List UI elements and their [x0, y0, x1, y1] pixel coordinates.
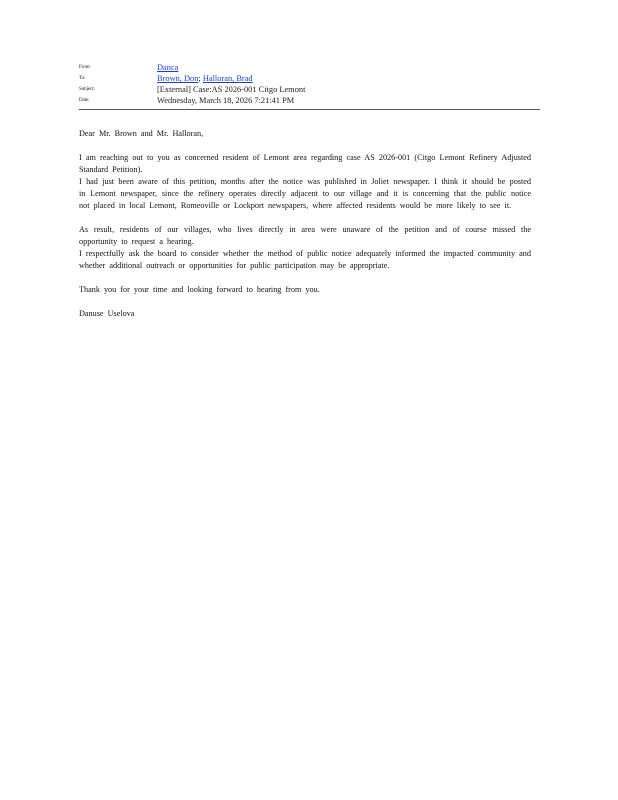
greeting: Dear Mr. Brown and Mr. Halloran, — [79, 129, 204, 138]
subject-value: [External] Case:AS 2026-001 Citgo Lemont — [157, 85, 306, 94]
spacer — [79, 296, 531, 308]
closing: Thank you for your time and looking forward to hearing from you. — [79, 285, 320, 294]
from-value — [157, 62, 178, 73]
date-value: Wednesday, March 18, 2026 7:21:41 PM — [157, 96, 295, 105]
to-label: To: — [79, 76, 86, 81]
header-divider — [79, 109, 540, 110]
sender-link[interactable]: Danca — [157, 63, 179, 72]
from-row — [79, 62, 540, 73]
email-header — [79, 62, 540, 106]
spacer — [79, 272, 531, 284]
to-value — [157, 73, 253, 84]
email-body — [79, 128, 531, 320]
paragraph-request: I respectfully ask the board to consider whether the method of public notice adequately informed the impacted community and whether additional outreach or opportunities for public participation may be appropriate. — [79, 249, 531, 270]
recipient-separator: ; — [198, 74, 201, 83]
signature: Danuse Uselova — [79, 309, 135, 318]
date-label: Date: — [79, 98, 90, 103]
spacer — [79, 140, 531, 152]
date-row — [79, 95, 540, 106]
recipient-link-brown[interactable]: Brown, Don — [157, 74, 199, 83]
subject-row — [79, 84, 540, 95]
paragraph-result: As result, residents of our villages, who lives directly in area were unaware of the petition and of course missed the opportunity to request a hearing. — [79, 225, 531, 246]
subject-label: Subject: — [79, 87, 95, 92]
spacer — [79, 212, 531, 224]
from-label: From: — [79, 65, 91, 70]
paragraph-intro: I am reaching out to you as concerned resident of Lemont area regarding case AS 2026-001 (Citgo Lemont Refinery Adjusted Standard Petition). — [79, 153, 531, 174]
to-row — [79, 73, 540, 84]
paragraph-awareness: I had just been aware of this petition, months after the notice was published in Joliet newspaper. I think it should be posted in Lemont newspaper, since the refinery operates directly adjacent to our village and it is concerning that the public notice not placed in local Lemont, Romeoville or Lockport newspapers, where affected residents would be more likely to see it. — [79, 177, 531, 210]
recipient-link-halloran[interactable]: Halloran, Brad — [202, 74, 253, 83]
